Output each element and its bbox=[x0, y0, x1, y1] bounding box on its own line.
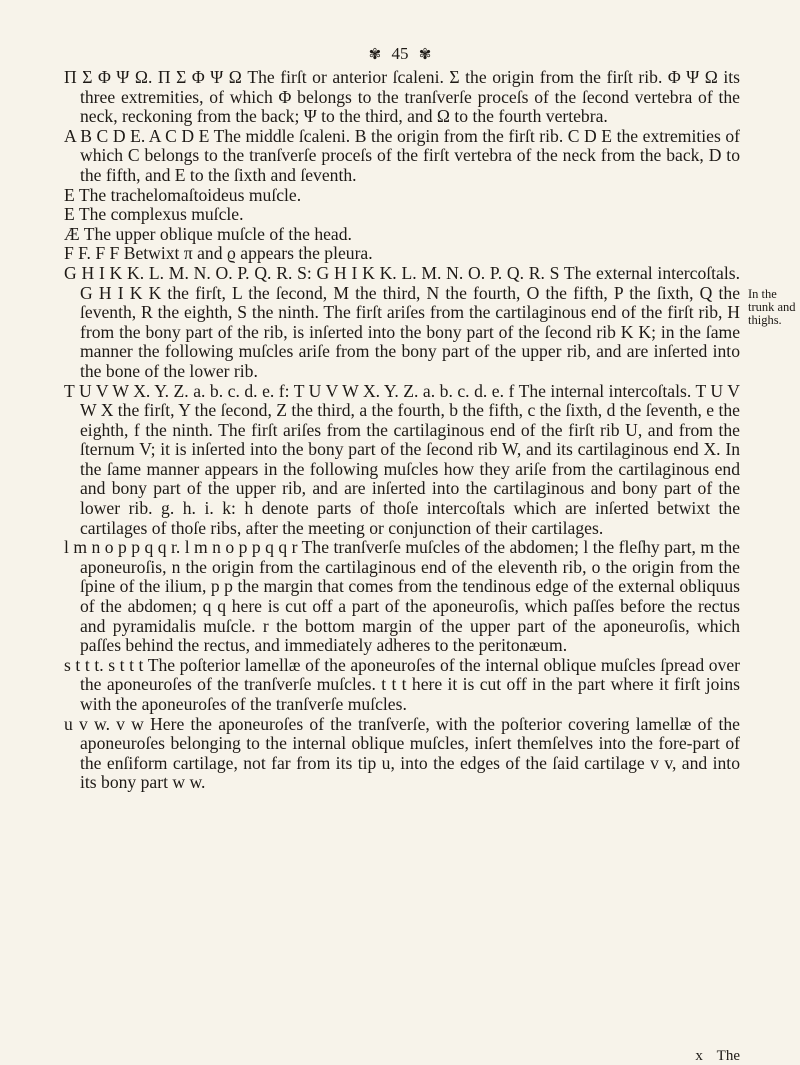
margin-note: In the trunk and thighs. bbox=[748, 287, 796, 327]
page-footer bbox=[0, 1048, 740, 1065]
flower-ornament-right-icon: ✾ bbox=[418, 47, 432, 63]
paragraph-complexus: E The complexus muſcle. bbox=[64, 204, 244, 225]
paragraph-external-intercostals: G H I K K. L. M. N. O. P. Q. R. S: G H I K K. L. M. N. O. P. Q. R. S The external intercoſtals. G H I K K the firſt, L the ſecond, M the third, N the fourth, O the fifth, P the ſixth, Q the ſeventh, R the eighth, S the ninth. The firſt ariſes from the cartilaginous end of the firſt rib, H from the bony part of the rib, is inſerted into the bony part of the ſecond rib K K; in the ſame manner the following muſcles ariſe from the bony part of the upper rib, and are inſerted into the bone of the lower rib. bbox=[64, 262, 740, 381]
catchword: The bbox=[716, 1048, 740, 1064]
page-header bbox=[0, 44, 800, 64]
paragraph-oblique-head: Æ The upper oblique muſcle of the head. bbox=[64, 223, 352, 244]
signature-mark: x bbox=[695, 1048, 703, 1064]
paragraph-pleura: F F. F F Betwixt π and ϱ appears the pleura. bbox=[64, 243, 373, 264]
body-text bbox=[64, 68, 740, 793]
paragraph-transverse-abdomen: l m n o p p q q r. l m n o p p q q r The tranſverſe muſcles of the abdomen; l the fleſhy part, m the aponeuroſis, n the origin from the cartilaginous end of the eleventh rib, o the origin from the ſpine of the ilium, p p the margin that comes from the tendinous edge of the external obliquus of the abdomen; q q here is cut off a part of the aponeuroſis, which paſſes before the rectus and pyramidalis muſcle. r the bottom margin of the upper part of the aponeuroſis, which paſſes behind the rectus, and immediately adheres to the peritonæum. bbox=[64, 537, 740, 656]
paragraph-scaleni-anterior: Π Σ Φ Ψ Ω. Π Σ Φ Ψ Ω The firſt or anterior ſcaleni. Σ the origin from the firſt rib. Φ Ψ Ω its three extremities, of which Φ belongs to the tranſverſe proceſs of the ſecond vertebra of the neck, reckoning from the back; Ψ to the third, and Ω to the fourth vertebra. bbox=[64, 67, 740, 127]
paragraph-scaleni-middle: A B C D E. A C D E The middle ſcaleni. B the origin from the firſt rib. C D E the extremities of which C belongs to the tranſverſe proceſs of the firſt vertebra of the neck from the back, D to the fifth, and E to the ſixth and ſeventh. bbox=[64, 125, 740, 185]
page-number: 45 bbox=[391, 44, 409, 63]
paragraph-internal-intercostals: T U V W X. Y. Z. a. b. c. d. e. f: T U V W X. Y. Z. a. b. c. d. e. f The internal intercoſtals. T U V W X the firſt, Y the ſecond, Z the third, a the fourth, b the fifth, c the ſixth, d the ſeventh, e the eighth, f the ninth. The firſt ariſes from the cartilaginous end of the firſt rib U, and from the ſternum V; it is inſerted into the bony part of the ſecond rib W, and its cartilaginous end X. In the ſame manner appears in the following muſcles how they ariſe from the cartilaginous end and bony part of the upper rib, and are inſerted into the cartilaginous and bony part of the lower rib. g. h. i. k: h denote parts of thoſe intercoſtals which are inſerted betwixt the cartilages of thoſe ribs, after the meeting or conjunction of their cartilages. bbox=[64, 380, 740, 538]
paragraph-ensiform-cartilage: u v w. v w Here the aponeuroſes of the tranſverſe, with the poſterior covering lamellæ of the aponeuroſes belonging to the internal oblique muſcles, inſert themſelves into the fore-part of the enſiform cartilage, not far from its tip u, into the edges of the ſaid cartilage v v, and into its bony part w w. bbox=[64, 713, 740, 793]
flower-ornament-left-icon: ✾ bbox=[368, 47, 382, 63]
paragraph-trachelomastoideus: E The trachelomaſtoideus muſcle. bbox=[64, 184, 302, 205]
paragraph-posterior-lamellae: s t t t. s t t t The poſterior lamellæ of the aponeuroſes of the internal oblique muſcles ſpread over the aponeuroſes of the tranſverſe muſcles. t t t here it is cut off in the part where it firſt joins with the aponeuroſes of the tranſverſe muſcles. bbox=[64, 654, 740, 714]
